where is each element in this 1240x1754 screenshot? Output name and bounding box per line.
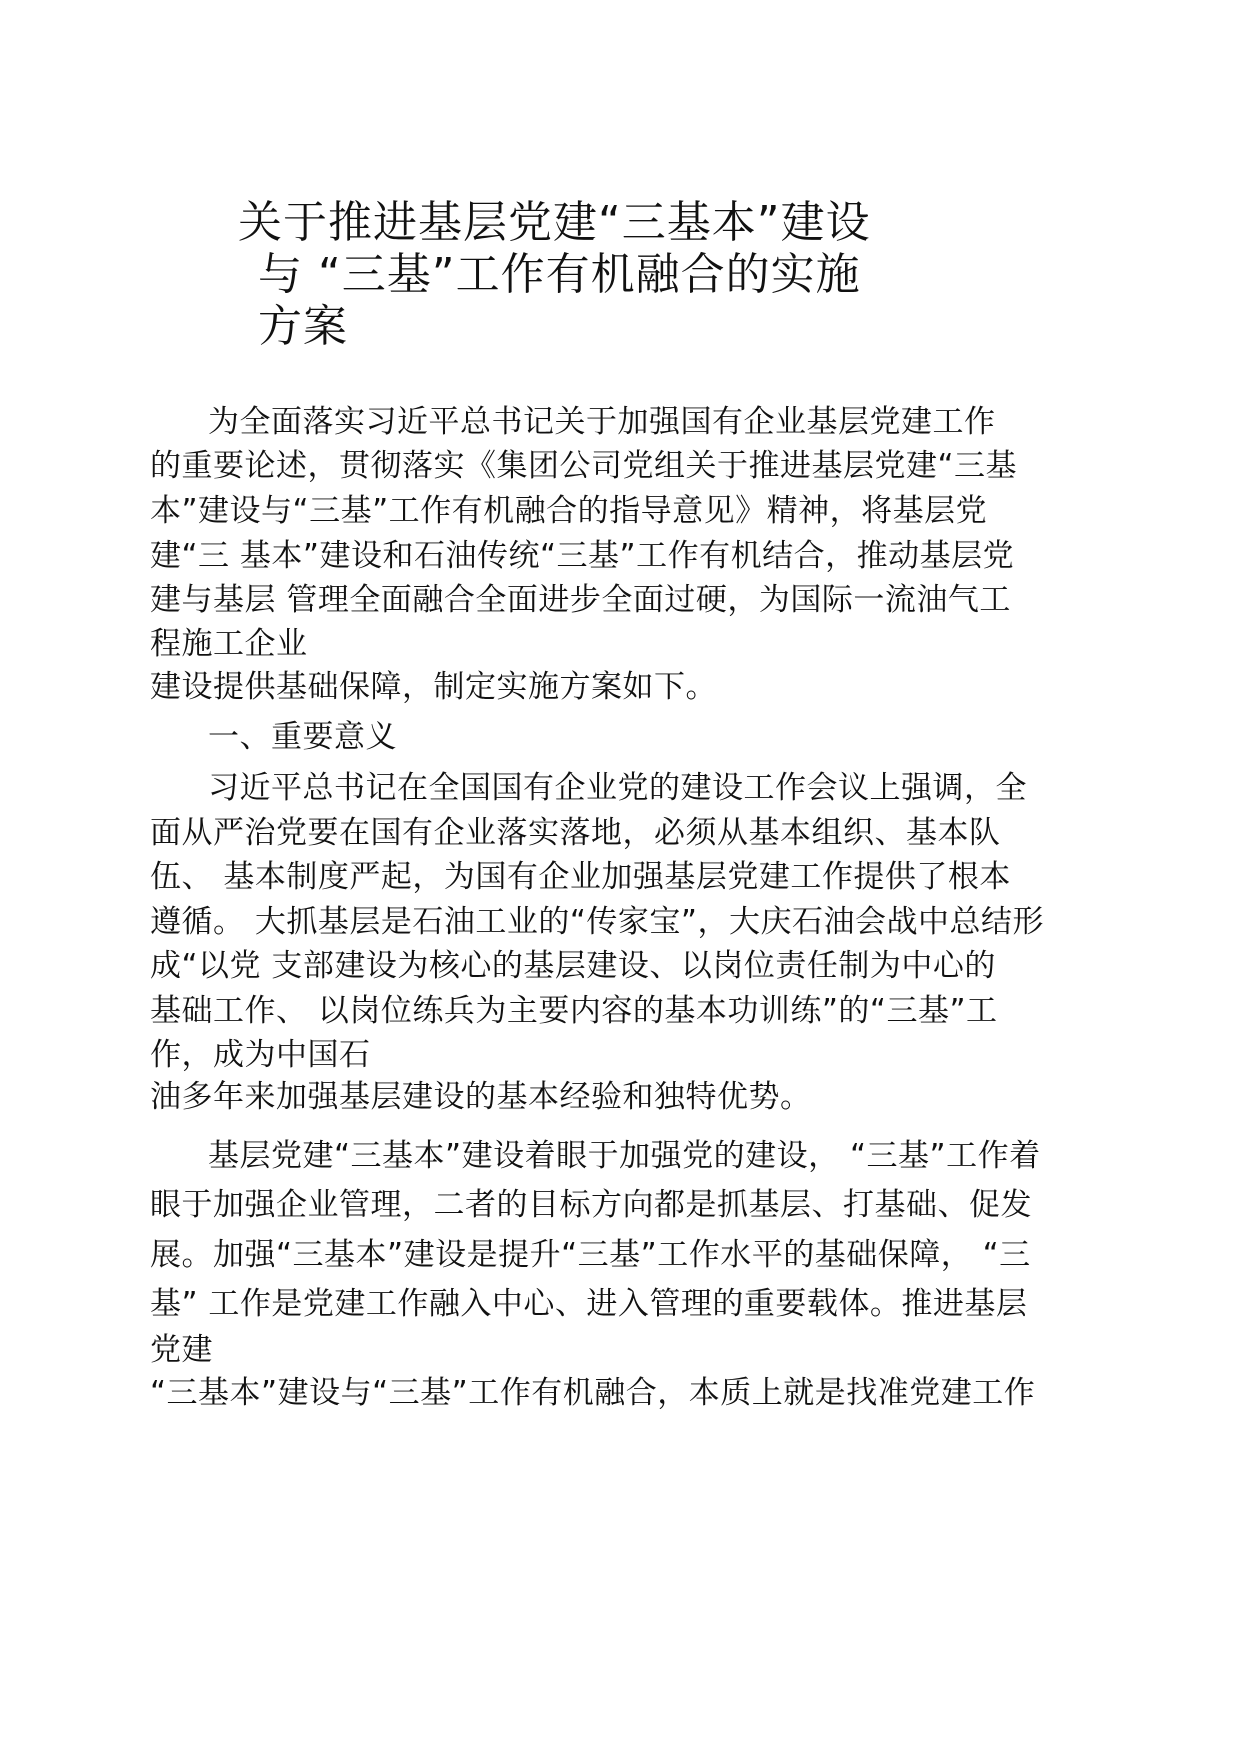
intro-line: 为全面落实习近平总书记关于加强国有企业基层党建工作 [208,404,996,440]
paragraph-line: “三基本”建设与“三基”工作有机融合，本质上就是找准党建工作 [150,1375,1036,1411]
paragraph-line: 展。加强“三基本”建设是提升“三基”工作水平的基础保障， “三 [150,1237,1031,1273]
paragraph-line: 遵循。 大抓基层是石油工业的“传家宝”，大庆石油会战中总结形 [150,904,1044,940]
title-line-3: 方案 [258,301,348,352]
title-line-1: 关于推进基层党建“三基本”建设 [238,197,871,248]
paragraph-line: 基” 工作是党建工作融入中心、进入管理的重要载体。推进基层 [150,1286,1028,1322]
paragraph-line: 眼于加强企业管理，二者的目标方向都是抓基层、打基础、促发 [150,1187,1032,1223]
title-line-2: 与 “三基”工作有机融合的实施 [258,249,861,300]
intro-line: 的重要论述，贯彻落实《集团公司党组关于推进基层党建“三基 [150,448,1018,484]
paragraph-line: 作，成为中国石 [150,1037,371,1073]
paragraph-line: 基层党建“三基本”建设着眼于加强党的建设， “三基”工作着 [208,1138,1041,1174]
paragraph-line: 成“以党 支部建设为核心的基层建设、以岗位责任制为中心的 [150,948,996,984]
paragraph-line: 面从严治党要在国有企业落实落地，必须从基本组织、基本队 [150,815,1001,851]
section-heading: 一、重要意义 [208,719,397,755]
intro-line: 建与基层 管理全面融合全面进步全面过硬，为国际一流油气工 [150,582,1011,618]
paragraph-line: 油多年来加强基层建设的基本经验和独特优势。 [150,1079,812,1115]
paragraph-line: 基础工作、 以岗位练兵为主要内容的基本功训练”的“三基”工 [150,993,998,1029]
paragraph-line: 伍、 基本制度严起，为国有企业加强基层党建工作提供了根本 [150,859,1011,895]
intro-line: 本”建设与“三基”工作有机融合的指导意见》精神，将基层党 [150,493,988,529]
intro-line: 建设提供基础保障，制定实施方案如下。 [150,669,717,705]
paragraph-line: 党建 [150,1332,213,1368]
paragraph-line: 习近平总书记在全国国有企业党的建设工作会议上强调，全 [208,770,1027,806]
intro-line: 程施工企业 [150,626,308,662]
intro-line: 建“三 基本”建设和石油传统“三基”工作有机结合，推动基层党 [150,538,1015,574]
